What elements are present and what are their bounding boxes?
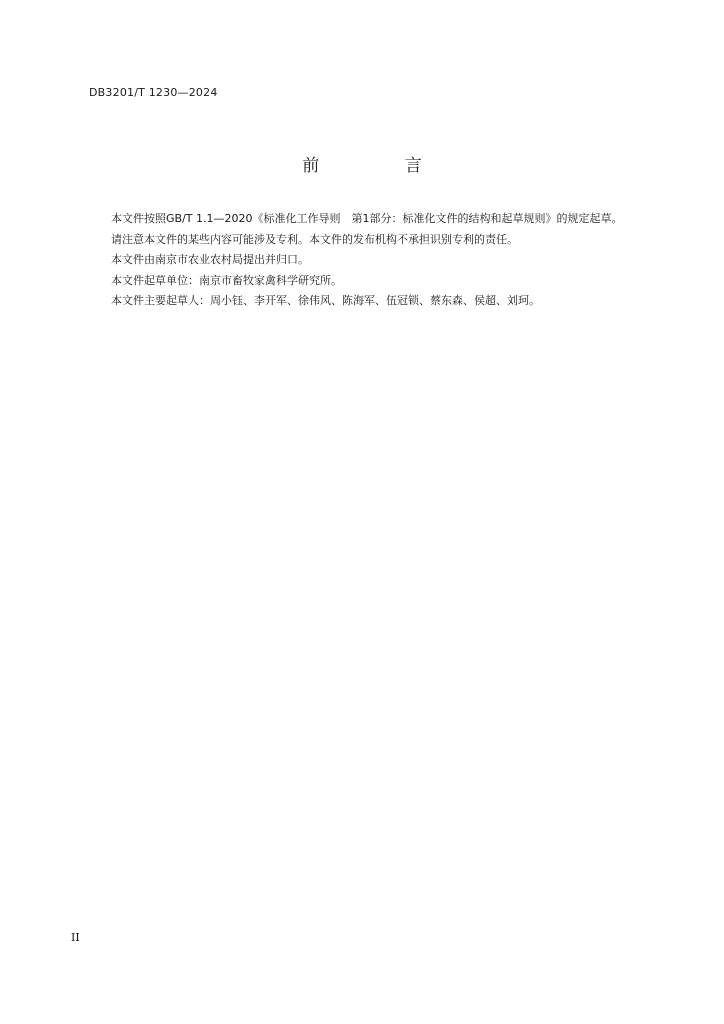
paragraph-proposer: 本文件由南京市农业农村局提出并归口。 bbox=[111, 253, 309, 266]
paragraph-patent-notice: 请注意本文件的某些内容可能涉及专利。本文件的发布机构不承担识别专利的责任。 bbox=[111, 232, 518, 246]
paragraph-drafters: 本文件主要起草人：周小钰、李开军、徐伟风、陈海军、伍冠锁、蔡东森、侯超、刘珂。 bbox=[111, 294, 540, 307]
page-number: II bbox=[71, 931, 80, 944]
paragraph-drafting-basis: 本文件按照GB/T 1.1—2020《标准化工作导则 第1部分：标准化文件的结构和起草规则》的规定起草。 bbox=[111, 212, 623, 225]
foreword-body bbox=[89, 209, 661, 312]
paragraph-drafting-unit: 本文件起草单位：南京市畜牧家禽科学研究所。 bbox=[111, 273, 342, 287]
page-title: 前 言 bbox=[302, 156, 462, 176]
standard-code: DB3201/T 1230—2024 bbox=[89, 86, 218, 99]
